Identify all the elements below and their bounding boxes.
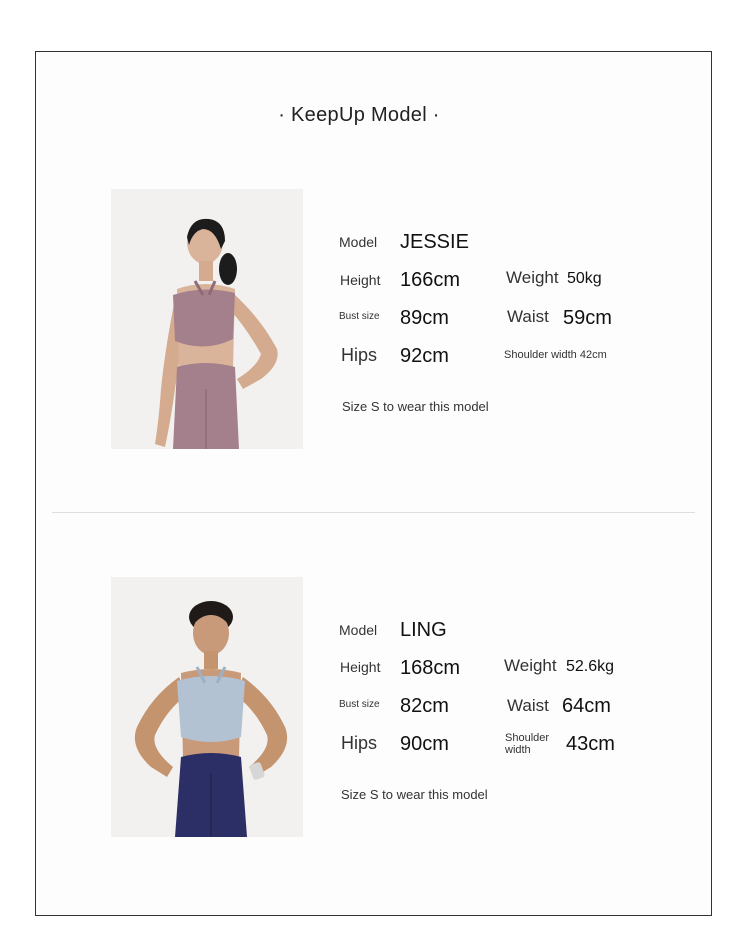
model-photo-jessie: [111, 189, 303, 449]
weight-value: 50kg: [567, 270, 602, 287]
hips-value: 92cm: [400, 345, 449, 367]
weight-label: Weight: [506, 268, 559, 287]
page-title: · KeepUp Model ·: [278, 104, 440, 126]
height-label: Height: [340, 272, 381, 288]
shoulder-info: [504, 349, 607, 361]
model-photo-ling: [111, 577, 303, 837]
section-divider: [52, 512, 695, 513]
bust-label: Bust size: [339, 699, 380, 710]
shoulder-label-line1: Shoulder: [505, 732, 550, 744]
hips-value: 90cm: [400, 733, 449, 755]
model-name: JESSIE: [400, 231, 469, 253]
shoulder-label-line2: width: [505, 744, 531, 756]
shoulder-label: Shoulder width: [504, 349, 577, 361]
hips-label: Hips: [341, 345, 378, 365]
shoulder-value: 42cm: [579, 349, 607, 361]
height-value: 168cm: [400, 657, 461, 679]
shoulder-label: [505, 732, 549, 756]
weight-label: Weight: [504, 656, 557, 675]
model-label: Model: [339, 622, 378, 638]
waist-label: Waist: [507, 307, 549, 326]
hips-label: Hips: [341, 733, 378, 753]
model-label: Model: [339, 234, 378, 250]
height-value: 166cm: [400, 269, 461, 291]
model-name: LING: [400, 619, 447, 641]
waist-value: 59cm: [563, 307, 612, 329]
shoulder-value: 43cm: [566, 733, 615, 755]
bust-label: Bust size: [339, 311, 380, 322]
size-note: Size S to wear this model: [342, 399, 489, 414]
height-label: Height: [340, 659, 381, 675]
weight-value: 52.6kg: [566, 658, 615, 675]
bust-value: 89cm: [400, 307, 449, 329]
waist-label: Waist: [507, 696, 549, 715]
waist-value: 64cm: [562, 695, 611, 717]
size-note: Size S to wear this model: [341, 787, 488, 802]
bust-value: 82cm: [400, 695, 449, 717]
